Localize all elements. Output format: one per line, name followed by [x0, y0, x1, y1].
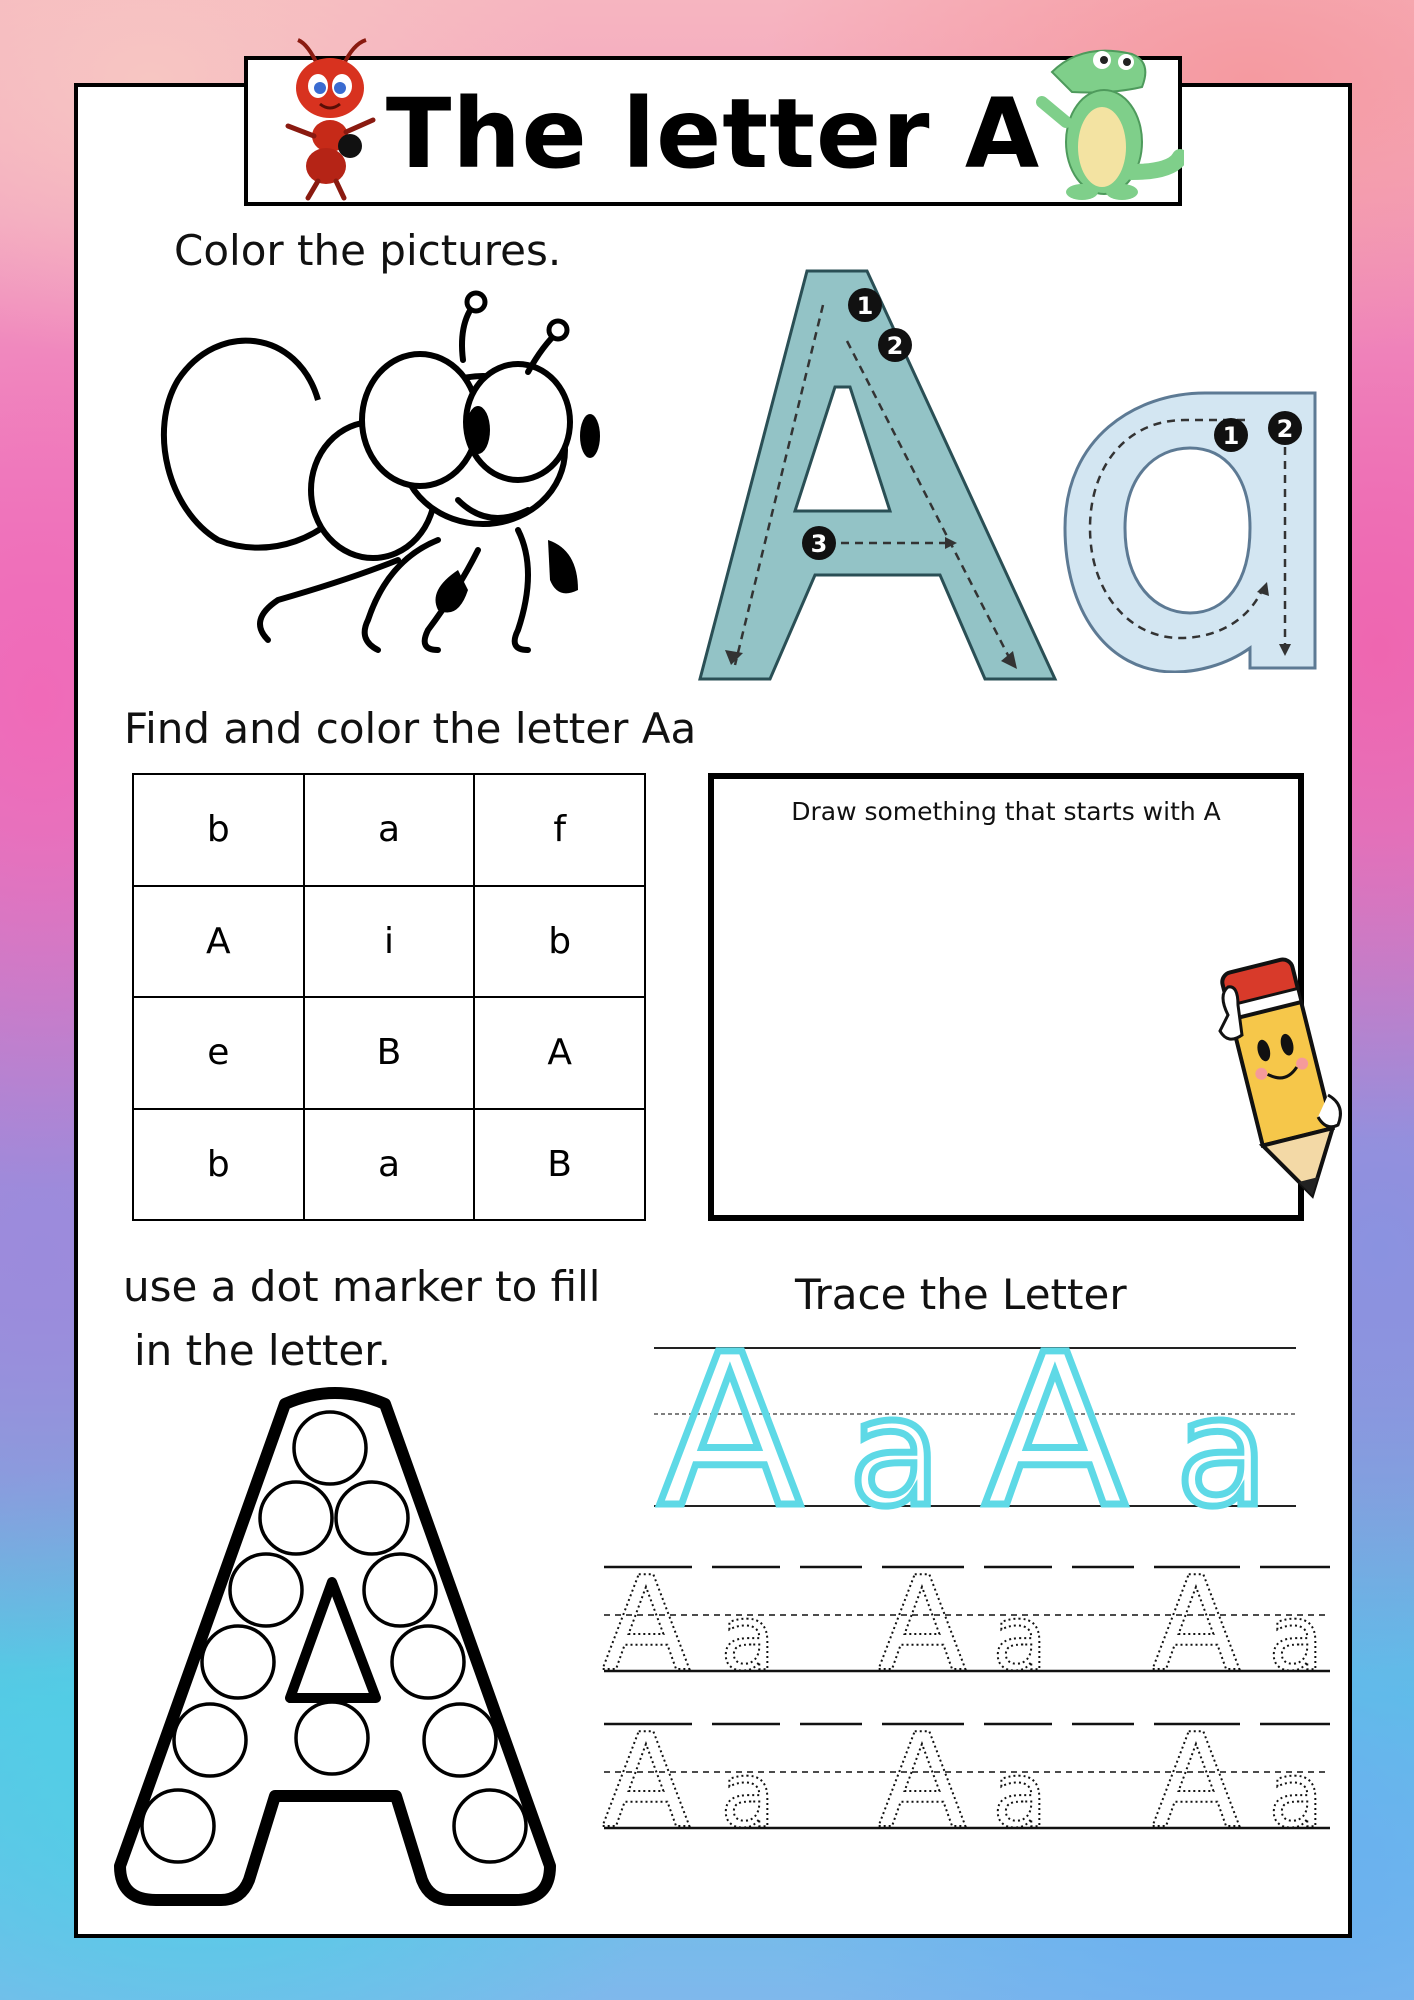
trace-sample-letter: A: [658, 1340, 802, 1520]
big-a-step-2: 2: [886, 332, 904, 360]
crocodile-cartoon-icon: [1022, 32, 1184, 202]
letter-find-grid: [132, 773, 646, 1221]
page-title: The letter A: [385, 78, 1041, 190]
practice-row-1: [600, 1555, 1335, 1680]
ant-outline-icon: [158, 290, 648, 690]
practice-letter: a: [720, 1586, 776, 1680]
practice-letter: a: [992, 1743, 1048, 1837]
trace-sample-letter: a: [849, 1366, 941, 1520]
grid-cell[interactable]: a: [304, 1109, 475, 1221]
trace-sample-letter: a: [1176, 1366, 1268, 1520]
grid-cell[interactable]: b: [133, 774, 304, 886]
big-a-step-3: 3: [810, 530, 828, 558]
dot-marker-heading-line2: in the letter.: [134, 1326, 391, 1375]
big-a-step-1: 1: [856, 292, 874, 320]
pencil-mascot-icon: [1198, 945, 1348, 1210]
small-a-step-1: 1: [1222, 422, 1240, 450]
practice-letter: a: [720, 1743, 776, 1837]
big-a-shape: [700, 271, 1055, 679]
ant-cartoon-icon: [278, 36, 388, 201]
find-letter-heading: Find and color the letter Aa: [124, 704, 697, 753]
practice-row-2: [600, 1712, 1335, 1837]
grid-cell[interactable]: A: [474, 997, 645, 1109]
practice-letter: A: [1151, 1555, 1241, 1680]
practice-letter: A: [1151, 1712, 1241, 1837]
grid-cell[interactable]: b: [133, 1109, 304, 1221]
practice-letter: A: [601, 1555, 691, 1680]
practice-letter: a: [992, 1586, 1048, 1680]
grid-cell[interactable]: a: [304, 774, 475, 886]
trace-sample-row: [650, 1340, 1310, 1520]
grid-cell[interactable]: b: [474, 886, 645, 998]
grid-cell[interactable]: i: [304, 886, 475, 998]
practice-letter: A: [877, 1712, 967, 1837]
small-a-step-2: 2: [1276, 415, 1294, 443]
trace-letter-heading: Trace the Letter: [795, 1270, 1127, 1319]
trace-small-a-icon: [1045, 388, 1320, 673]
grid-cell[interactable]: f: [474, 774, 645, 886]
drawing-area-caption: Draw something that starts with A: [791, 797, 1221, 826]
dot-marker-letter-a: [110, 1386, 560, 1910]
practice-letter: A: [877, 1555, 967, 1680]
color-pictures-heading: Color the pictures.: [174, 226, 562, 275]
trace-sample-letter: A: [983, 1340, 1127, 1520]
practice-letter: a: [1268, 1743, 1324, 1837]
practice-letter: a: [1268, 1586, 1324, 1680]
grid-cell[interactable]: e: [133, 997, 304, 1109]
grid-cell[interactable]: A: [133, 886, 304, 998]
grid-cell[interactable]: B: [474, 1109, 645, 1221]
dot-marker-heading-line1: use a dot marker to fill: [123, 1262, 601, 1311]
grid-cell[interactable]: B: [304, 997, 475, 1109]
practice-letter: A: [601, 1712, 691, 1837]
trace-big-a-icon: [695, 265, 1060, 685]
